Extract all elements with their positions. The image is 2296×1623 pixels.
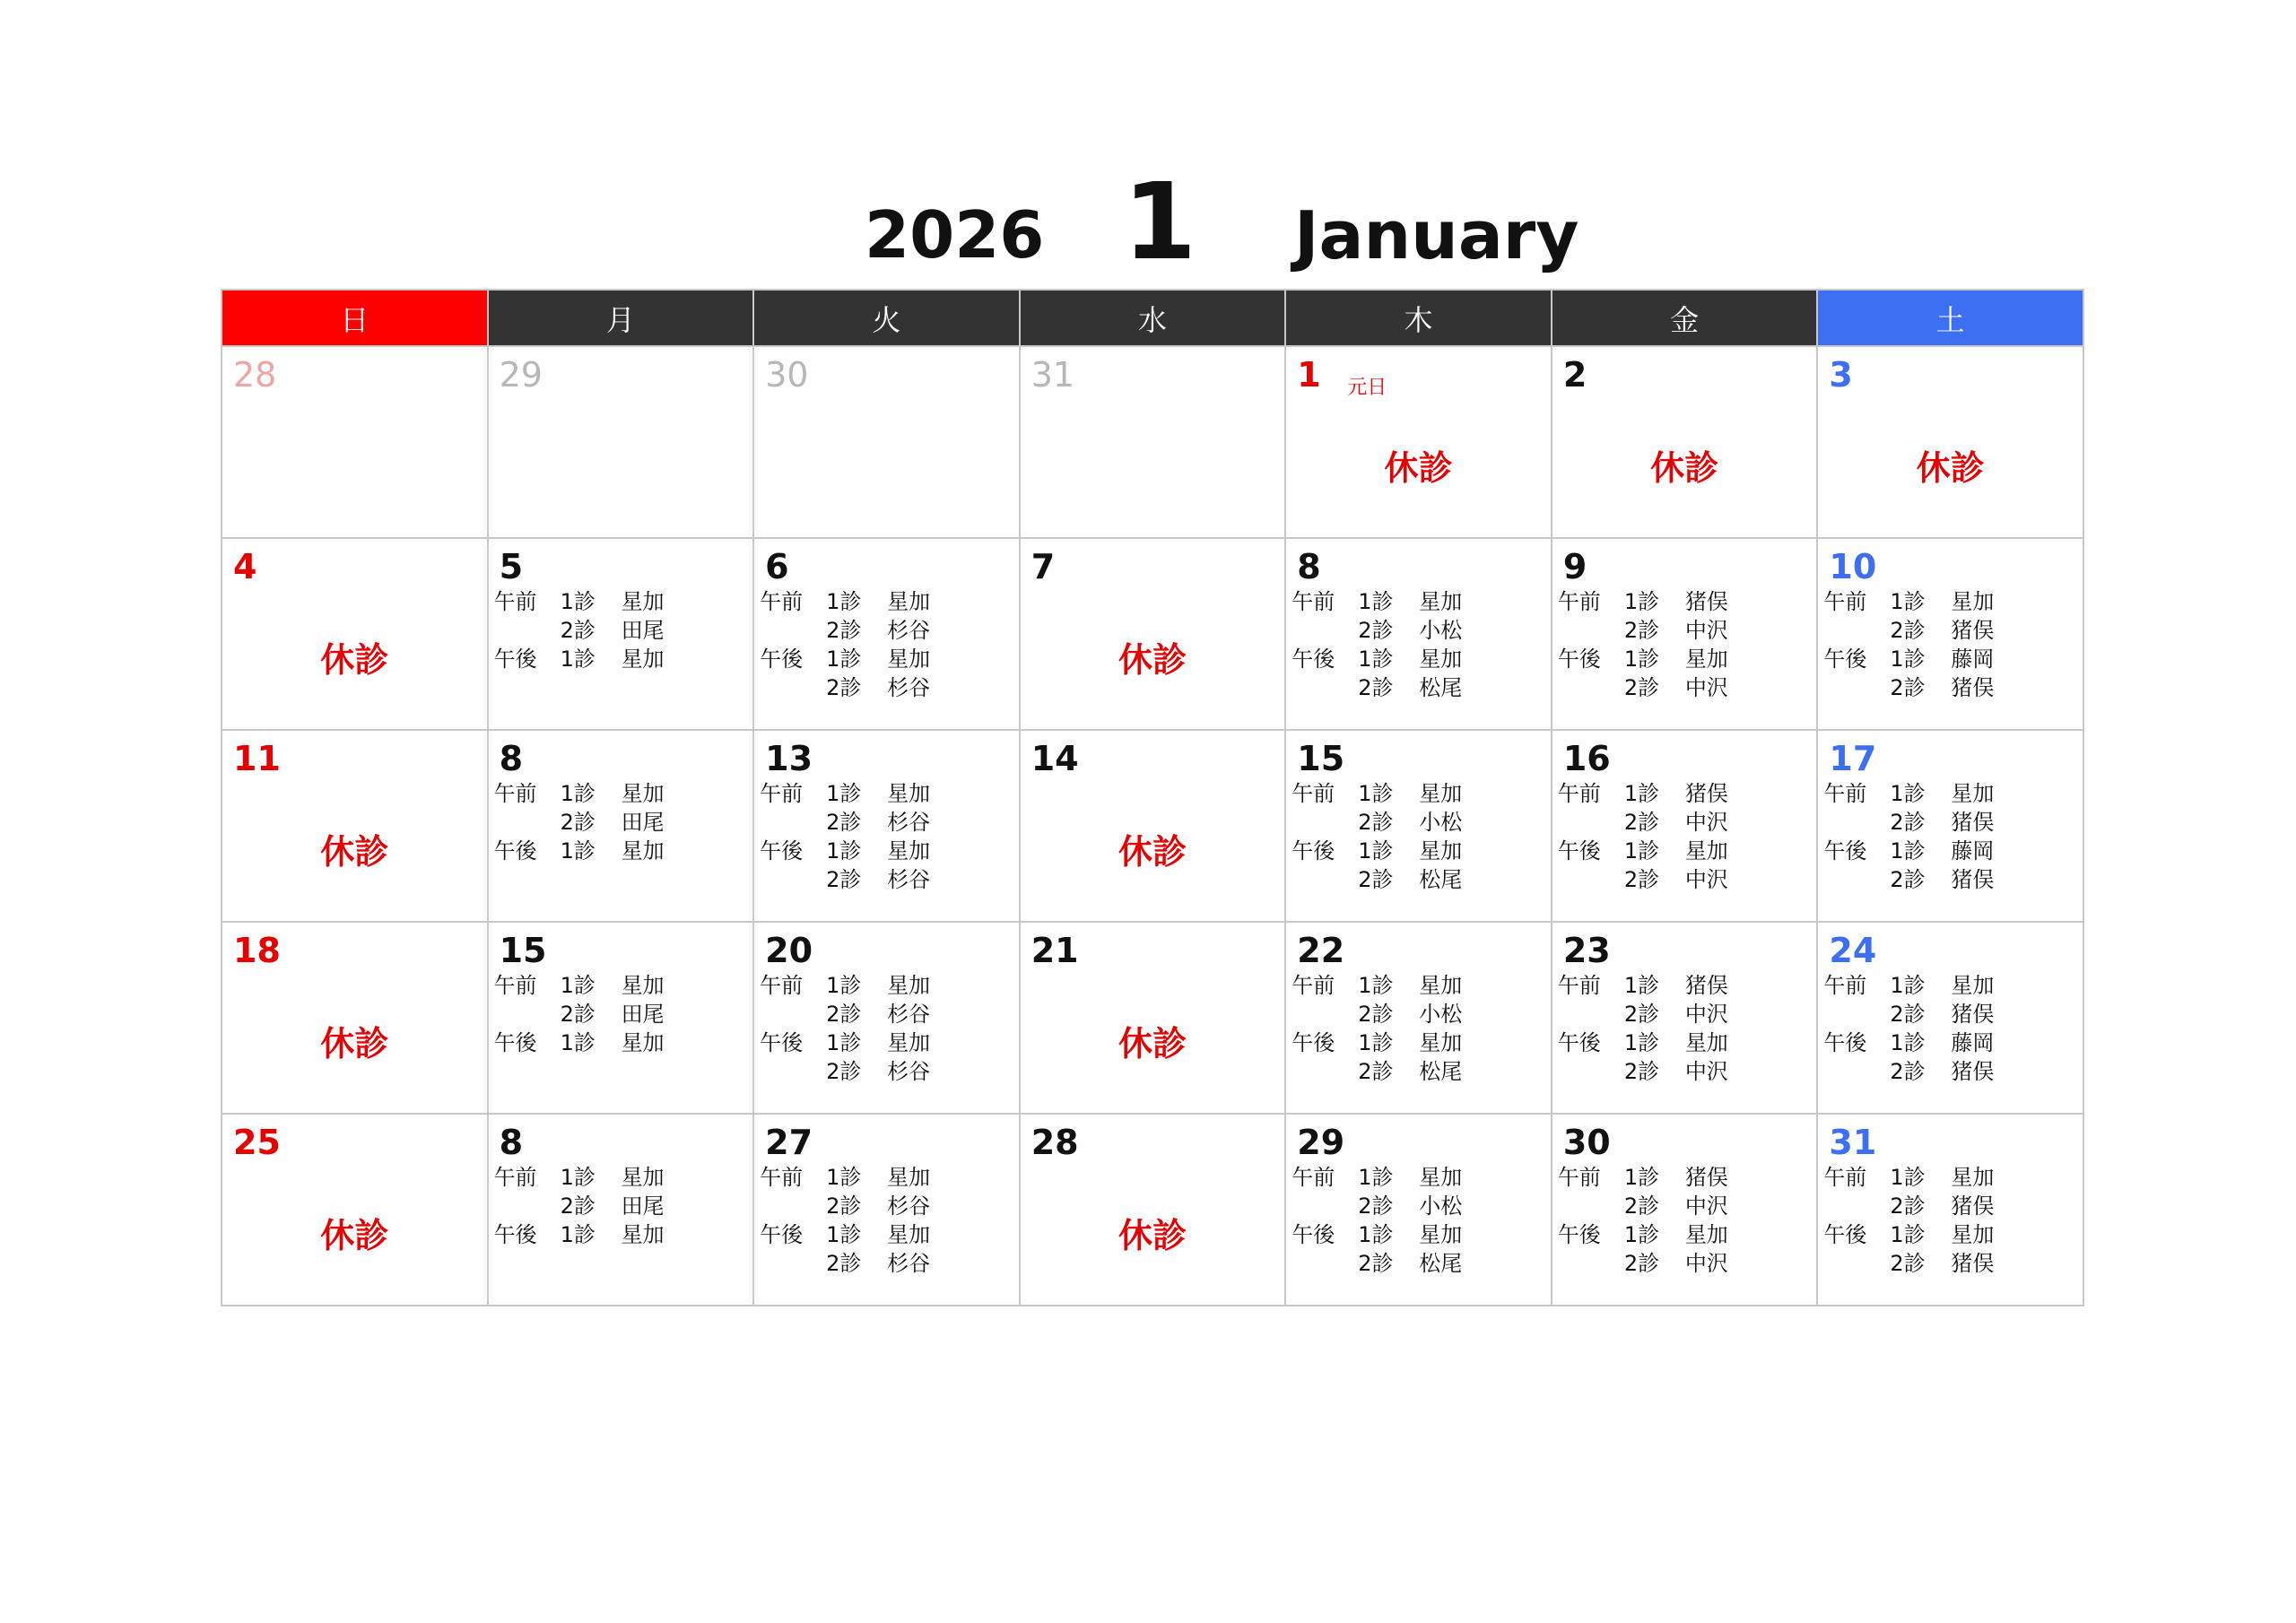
- schedule-doctor: 松尾: [1419, 1059, 1463, 1084]
- day-cell: [1552, 1114, 1818, 1306]
- schedule-doctor: 猪俣: [1684, 1165, 1728, 1190]
- schedule-room: 1診: [1358, 838, 1394, 864]
- schedule-period: 午前: [760, 1165, 804, 1190]
- closed-label: 休診: [1118, 1216, 1187, 1255]
- schedule-doctor: 中沢: [1684, 618, 1728, 643]
- schedule-room: 1診: [1890, 589, 1926, 614]
- schedule-doctor: 星加: [1684, 1030, 1728, 1055]
- schedule-doctor: 星加: [1951, 781, 1995, 806]
- schedule-doctor: 中沢: [1684, 1059, 1728, 1084]
- day-cell: [1020, 1114, 1286, 1306]
- schedule-room: 1診: [560, 1165, 596, 1190]
- day-number: 13: [765, 739, 813, 778]
- schedule-doctor: 中沢: [1684, 1193, 1728, 1219]
- schedule-period: 午後: [493, 1030, 537, 1055]
- schedule-room: 1診: [1623, 589, 1660, 614]
- schedule-period: 午前: [493, 781, 537, 806]
- schedule-doctor: 猪俣: [1684, 589, 1728, 614]
- schedule-period: 午後: [760, 838, 804, 864]
- holiday-note: 元日: [1347, 377, 1387, 399]
- weekday-header-sun: 日: [222, 290, 488, 346]
- schedule-room: 1診: [1358, 973, 1394, 998]
- schedule-period: 午後: [1557, 838, 1601, 864]
- schedule-room: 2診: [1890, 867, 1926, 892]
- schedule-room: 1診: [826, 838, 862, 864]
- schedule-room: 2診: [560, 1193, 596, 1219]
- day-cell: [1817, 346, 2083, 538]
- day-cell: [488, 538, 754, 730]
- schedule-doctor: 杉谷: [887, 1059, 931, 1084]
- schedule-doctor: 星加: [621, 1222, 665, 1247]
- day-number: 29: [499, 355, 543, 395]
- schedule-room: 2診: [1358, 618, 1394, 643]
- closed-label: 休診: [320, 832, 389, 872]
- schedule-doctor: 星加: [1684, 838, 1728, 864]
- schedule-room: 1診: [560, 781, 596, 806]
- schedule-doctor: 猪俣: [1684, 973, 1728, 998]
- day-cell: [1285, 1114, 1552, 1306]
- title-year: 2026: [865, 197, 1045, 273]
- schedule-doctor: 杉谷: [887, 1002, 931, 1027]
- schedule-doctor: 杉谷: [887, 1193, 931, 1219]
- schedule-room: 2診: [826, 675, 862, 700]
- schedule-room: 2診: [1358, 1002, 1394, 1027]
- day-number: 3: [1829, 355, 1853, 395]
- schedule-doctor: 星加: [887, 781, 931, 806]
- day-cell: [1285, 346, 1552, 538]
- day-number: 28: [233, 355, 277, 395]
- closed-label: 休診: [1384, 448, 1453, 488]
- schedule-room: 2診: [1890, 675, 1926, 700]
- day-number: 10: [1829, 547, 1877, 586]
- schedule-room: 1診: [1623, 1222, 1660, 1247]
- day-cell: [753, 1114, 1020, 1306]
- schedule-doctor: 星加: [887, 589, 931, 614]
- schedule-doctor: 星加: [1419, 1030, 1463, 1055]
- schedule-room: 2診: [1623, 618, 1660, 643]
- schedule-room: 1診: [1358, 1165, 1394, 1190]
- calendar-title: [0, 160, 2296, 285]
- schedule-room: 2診: [1623, 810, 1660, 835]
- schedule-room: 1診: [1358, 589, 1394, 614]
- day-cell: [1817, 1114, 2083, 1306]
- week-row: [222, 346, 2083, 538]
- schedule-room: 2診: [1358, 867, 1394, 892]
- schedule-doctor: 星加: [1951, 1165, 1995, 1190]
- schedule-period: 午前: [1823, 1165, 1867, 1190]
- day-number: 20: [765, 931, 813, 970]
- weekday-header-sat: 土: [1817, 290, 2083, 346]
- schedule-period: 午後: [1557, 1222, 1601, 1247]
- schedule-room: 1診: [1623, 1165, 1660, 1190]
- day-number: 9: [1562, 547, 1587, 586]
- day-number: 16: [1562, 739, 1611, 778]
- day-number: 15: [499, 931, 547, 970]
- schedule-room: 1診: [560, 1222, 596, 1247]
- schedule-room: 2診: [1890, 1251, 1926, 1276]
- closed-label: 休診: [320, 1024, 389, 1063]
- schedule-doctor: 星加: [621, 1165, 665, 1190]
- day-number: 21: [1031, 931, 1079, 970]
- schedule-period: 午後: [493, 1222, 537, 1247]
- schedule-period: 午後: [1292, 1030, 1335, 1055]
- schedule-room: 1診: [826, 1030, 862, 1055]
- schedule-room: 1診: [1890, 1165, 1926, 1190]
- day-number: 31: [1031, 355, 1075, 395]
- day-cell: [1817, 730, 2083, 922]
- day-cell: [488, 1114, 754, 1306]
- schedule-room: 1診: [826, 1165, 862, 1190]
- calendar-body: [222, 346, 2083, 1306]
- schedule-doctor: 藤岡: [1951, 647, 1995, 672]
- day-cell: [1285, 922, 1552, 1114]
- day-cell: [1020, 730, 1286, 922]
- schedule-doctor: 星加: [1419, 781, 1463, 806]
- schedule-period: 午前: [1823, 781, 1867, 806]
- day-number: 29: [1297, 1123, 1345, 1162]
- day-number: 14: [1031, 739, 1079, 778]
- schedule-room: 1診: [1890, 973, 1926, 998]
- schedule-doctor: 星加: [621, 781, 665, 806]
- schedule-doctor: 星加: [1419, 647, 1463, 672]
- schedule-doctor: 星加: [1419, 838, 1463, 864]
- schedule-doctor: 星加: [621, 838, 665, 864]
- schedule-doctor: 杉谷: [887, 810, 931, 835]
- schedule-doctor: 星加: [1951, 589, 1995, 614]
- day-cell: [488, 730, 754, 922]
- schedule-room: 1診: [560, 1030, 596, 1055]
- schedule-room: 1診: [1623, 973, 1660, 998]
- schedule-period: 午前: [760, 973, 804, 998]
- schedule-doctor: 小松: [1419, 810, 1463, 835]
- schedule-period: 午後: [1292, 1222, 1335, 1247]
- schedule-period: 午後: [1292, 647, 1335, 672]
- schedule-room: 2診: [826, 618, 862, 643]
- schedule-room: 2診: [560, 618, 596, 643]
- schedule-room: 2診: [1890, 1193, 1926, 1219]
- schedule-room: 2診: [1623, 1251, 1660, 1276]
- schedule-period: 午後: [1823, 1222, 1867, 1247]
- schedule-doctor: 猪俣: [1951, 1193, 1995, 1219]
- schedule-room: 1診: [1890, 1222, 1926, 1247]
- schedule-room: 1診: [1358, 647, 1394, 672]
- schedule-period: 午後: [1557, 647, 1601, 672]
- schedule-room: 1診: [560, 838, 596, 864]
- day-cell: [1552, 922, 1818, 1114]
- schedule-room: 2診: [560, 810, 596, 835]
- schedule-doctor: 杉谷: [887, 618, 931, 643]
- weekday-header-thu: 木: [1285, 290, 1552, 346]
- day-cell: [222, 730, 488, 922]
- schedule-room: 2診: [1358, 1251, 1394, 1276]
- closed-label: 休診: [1118, 832, 1187, 872]
- schedule-doctor: 小松: [1419, 618, 1463, 643]
- schedule-period: 午前: [1823, 973, 1867, 998]
- day-cell: [1020, 346, 1286, 538]
- closed-label: 休診: [1118, 1024, 1187, 1063]
- schedule-room: 1診: [826, 647, 862, 672]
- schedule-doctor: 星加: [621, 973, 665, 998]
- schedule-doctor: 星加: [887, 838, 931, 864]
- schedule-period: 午前: [760, 589, 804, 614]
- schedule-room: 2診: [826, 810, 862, 835]
- week-row: [222, 538, 2083, 730]
- schedule-doctor: 藤岡: [1951, 1030, 1995, 1055]
- schedule-doctor: 星加: [621, 589, 665, 614]
- schedule-room: 2診: [1890, 618, 1926, 643]
- schedule-doctor: 星加: [1419, 973, 1463, 998]
- schedule-room: 2診: [1623, 1002, 1660, 1027]
- schedule-doctor: 杉谷: [887, 867, 931, 892]
- schedule-room: 1診: [560, 647, 596, 672]
- schedule-doctor: 松尾: [1419, 675, 1463, 700]
- schedule-doctor: 星加: [1684, 1222, 1728, 1247]
- calendar-grid: [221, 289, 2084, 1306]
- schedule-room: 1診: [1623, 647, 1660, 672]
- schedule-doctor: 猪俣: [1951, 810, 1995, 835]
- day-number: 11: [233, 739, 281, 778]
- day-cell: [488, 922, 754, 1114]
- closed-label: 休診: [1650, 448, 1719, 488]
- schedule-doctor: 藤岡: [1951, 838, 1995, 864]
- title-month: 1: [1123, 160, 1197, 283]
- schedule-doctor: 小松: [1419, 1193, 1463, 1219]
- schedule-period: 午後: [1823, 1030, 1867, 1055]
- schedule-doctor: 猪俣: [1951, 867, 1995, 892]
- schedule-room: 2診: [1623, 1193, 1660, 1219]
- week-row: [222, 922, 2083, 1114]
- day-number: 28: [1031, 1123, 1079, 1162]
- schedule-doctor: 星加: [1419, 1222, 1463, 1247]
- schedule-period: 午後: [760, 1030, 804, 1055]
- schedule-room: 2診: [1623, 1059, 1660, 1084]
- day-number: 5: [499, 547, 524, 586]
- schedule-doctor: 田尾: [621, 1002, 665, 1027]
- schedule-doctor: 中沢: [1684, 675, 1728, 700]
- schedule-room: 2診: [826, 1193, 862, 1219]
- schedule-doctor: 星加: [1419, 1165, 1463, 1190]
- schedule-room: 2診: [560, 1002, 596, 1027]
- schedule-period: 午前: [493, 1165, 537, 1190]
- schedule-period: 午前: [1557, 973, 1601, 998]
- schedule-doctor: 星加: [1419, 589, 1463, 614]
- day-number: 4: [233, 547, 257, 586]
- schedule-doctor: 田尾: [621, 810, 665, 835]
- schedule-doctor: 中沢: [1684, 1002, 1728, 1027]
- schedule-doctor: 田尾: [621, 1193, 665, 1219]
- schedule-doctor: 星加: [621, 1030, 665, 1055]
- schedule-room: 1診: [1890, 1030, 1926, 1055]
- schedule-room: 1診: [1890, 647, 1926, 672]
- schedule-room: 2診: [1358, 810, 1394, 835]
- closed-label: 休診: [320, 1216, 389, 1255]
- schedule-doctor: 猪俣: [1951, 1059, 1995, 1084]
- schedule-room: 2診: [1358, 1059, 1394, 1084]
- schedule-doctor: 星加: [887, 1222, 931, 1247]
- schedule-room: 2診: [1623, 675, 1660, 700]
- schedule-doctor: 松尾: [1419, 867, 1463, 892]
- schedule-room: 1診: [1890, 838, 1926, 864]
- schedule-period: 午前: [493, 973, 537, 998]
- day-cell: [222, 1114, 488, 1306]
- day-cell: [753, 538, 1020, 730]
- schedule-room: 2診: [1890, 1059, 1926, 1084]
- day-number: 15: [1297, 739, 1345, 778]
- day-number: 31: [1829, 1123, 1877, 1162]
- schedule-doctor: 中沢: [1684, 867, 1728, 892]
- closed-label: 休診: [320, 640, 389, 680]
- schedule-period: 午後: [493, 838, 537, 864]
- day-number: 8: [1297, 547, 1321, 586]
- schedule-doctor: 星加: [887, 1165, 931, 1190]
- day-cell: [1552, 346, 1818, 538]
- day-cell: [1020, 538, 1286, 730]
- schedule-room: 2診: [1623, 867, 1660, 892]
- schedule-period: 午後: [1823, 838, 1867, 864]
- closed-label: 休診: [1916, 448, 1985, 488]
- day-number: 17: [1829, 739, 1877, 778]
- schedule-room: 2診: [826, 1002, 862, 1027]
- schedule-room: 1診: [1358, 1030, 1394, 1055]
- day-cell: [1552, 730, 1818, 922]
- schedule-doctor: 猪俣: [1684, 781, 1728, 806]
- day-number: 6: [765, 547, 789, 586]
- day-number: 23: [1562, 931, 1611, 970]
- weekday-header-row: [222, 290, 2083, 346]
- schedule-doctor: 猪俣: [1951, 1251, 1995, 1276]
- day-cell: [1817, 538, 2083, 730]
- schedule-room: 1診: [1890, 781, 1926, 806]
- day-number: 27: [765, 1123, 813, 1162]
- weekday-header-tue: 火: [753, 290, 1020, 346]
- schedule-room: 1診: [1623, 781, 1660, 806]
- schedule-room: 2診: [826, 1059, 862, 1084]
- schedule-period: 午後: [493, 647, 537, 672]
- weekday-header-wed: 水: [1020, 290, 1286, 346]
- schedule-period: 午後: [1292, 838, 1335, 864]
- schedule-room: 1診: [826, 973, 862, 998]
- schedule-period: 午前: [1292, 589, 1335, 614]
- schedule-doctor: 猪俣: [1951, 675, 1995, 700]
- schedule-room: 1診: [826, 781, 862, 806]
- schedule-period: 午前: [1292, 1165, 1335, 1190]
- schedule-room: 2診: [826, 867, 862, 892]
- day-number: 8: [499, 1123, 524, 1162]
- schedule-period: 午後: [1557, 1030, 1601, 1055]
- day-cell: [222, 346, 488, 538]
- schedule-room: 1診: [1623, 838, 1660, 864]
- schedule-room: 1診: [560, 973, 596, 998]
- schedule-room: 2診: [826, 1251, 862, 1276]
- schedule-period: 午前: [493, 589, 537, 614]
- day-cell: [222, 922, 488, 1114]
- schedule-period: 午前: [1557, 1165, 1601, 1190]
- day-number: 30: [1562, 1123, 1611, 1162]
- day-cell: [1020, 922, 1286, 1114]
- weekday-header-fri: 金: [1552, 290, 1818, 346]
- schedule-doctor: 杉谷: [887, 1251, 931, 1276]
- schedule-doctor: 猪俣: [1951, 618, 1995, 643]
- day-number: 24: [1829, 931, 1877, 970]
- schedule-doctor: 星加: [887, 973, 931, 998]
- day-cell: [753, 730, 1020, 922]
- day-cell: [753, 346, 1020, 538]
- day-cell: [1285, 538, 1552, 730]
- schedule-room: 1診: [826, 1222, 862, 1247]
- schedule-period: 午前: [1292, 973, 1335, 998]
- schedule-room: 1診: [560, 589, 596, 614]
- schedule-doctor: 星加: [887, 647, 931, 672]
- schedule-doctor: 星加: [1684, 647, 1728, 672]
- schedule-period: 午前: [1823, 589, 1867, 614]
- schedule-doctor: 松尾: [1419, 1251, 1463, 1276]
- schedule-room: 1診: [1623, 1030, 1660, 1055]
- closed-label: 休診: [1118, 640, 1187, 680]
- day-number: 1: [1297, 355, 1321, 395]
- schedule-room: 1診: [1358, 781, 1394, 806]
- schedule-period: 午後: [760, 1222, 804, 1247]
- schedule-doctor: 猪俣: [1951, 1002, 1995, 1027]
- schedule-doctor: 杉谷: [887, 675, 931, 700]
- day-cell: [1817, 922, 2083, 1114]
- schedule-period: 午後: [760, 647, 804, 672]
- schedule-period: 午前: [1557, 781, 1601, 806]
- day-cell: [222, 538, 488, 730]
- day-cell: [1552, 538, 1818, 730]
- schedule-doctor: 星加: [1951, 1222, 1995, 1247]
- schedule-period: 午前: [1292, 781, 1335, 806]
- day-number: 7: [1031, 547, 1056, 586]
- schedule-room: 2診: [1358, 1193, 1394, 1219]
- day-number: 30: [765, 355, 809, 395]
- schedule-doctor: 中沢: [1684, 810, 1728, 835]
- schedule-doctor: 中沢: [1684, 1251, 1728, 1276]
- schedule-period: 午後: [1823, 647, 1867, 672]
- weekday-header-mon: 月: [488, 290, 754, 346]
- schedule-room: 2診: [1890, 1002, 1926, 1027]
- day-cell: [488, 346, 754, 538]
- week-row: [222, 730, 2083, 922]
- day-number: 25: [233, 1123, 281, 1162]
- day-number: 2: [1562, 355, 1587, 395]
- schedule-doctor: 星加: [1951, 973, 1995, 998]
- schedule-doctor: 小松: [1419, 1002, 1463, 1027]
- day-number: 18: [233, 931, 281, 970]
- schedule-room: 2診: [1358, 675, 1394, 700]
- week-row: [222, 1114, 2083, 1306]
- day-number: 22: [1297, 931, 1345, 970]
- schedule-doctor: 星加: [887, 1030, 931, 1055]
- day-number: 8: [499, 739, 524, 778]
- day-cell: [1285, 730, 1552, 922]
- schedule-doctor: 田尾: [621, 618, 665, 643]
- title-month-english: January: [1294, 197, 1579, 274]
- schedule-doctor: 星加: [621, 647, 665, 672]
- schedule-period: 午前: [760, 781, 804, 806]
- schedule-room: 1診: [1358, 1222, 1394, 1247]
- day-cell: [753, 922, 1020, 1114]
- schedule-period: 午前: [1557, 589, 1601, 614]
- schedule-room: 2診: [1890, 810, 1926, 835]
- schedule-room: 1診: [826, 589, 862, 614]
